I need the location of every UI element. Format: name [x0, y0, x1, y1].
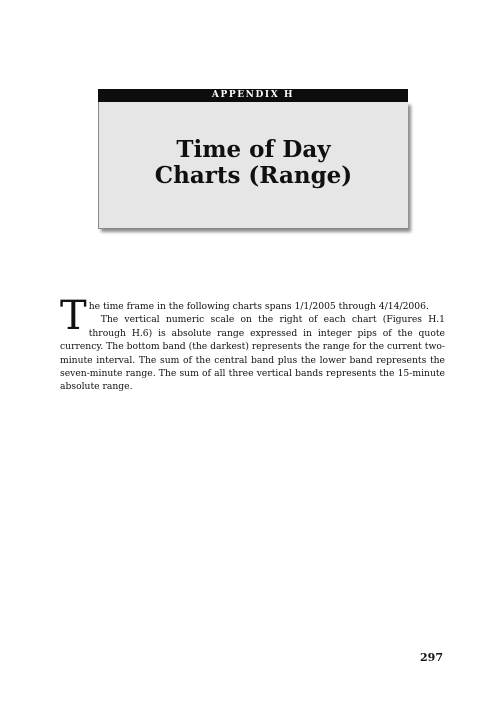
title-line-1: Time of Day	[176, 136, 331, 163]
drop-cap: T	[60, 293, 87, 339]
appendix-label: APPENDIX H	[98, 89, 408, 102]
chapter-title	[99, 137, 408, 189]
body-text	[60, 293, 445, 394]
title-line-2: Charts (Range)	[154, 162, 353, 189]
paragraph-2: The vertical numeric scale on the right of each chart (Figures H.1 through H.6) is absolute range expressed in integer pips of the quote currency. The bottom band (the darkest) represents the range for the current two-minute interval. The sum of the central band plus the lower band represents the seven-minute range. The sum of all three vertical bands represents the 15-minute absolute range.	[60, 314, 445, 393]
paragraph-1	[60, 293, 445, 339]
appendix-header-box	[98, 89, 408, 237]
paragraph-1-text: he time frame in the following charts spans 1/1/2005 through 4/14/2006.	[88, 301, 429, 312]
title-panel	[98, 102, 408, 229]
page-number: 297	[420, 651, 443, 664]
